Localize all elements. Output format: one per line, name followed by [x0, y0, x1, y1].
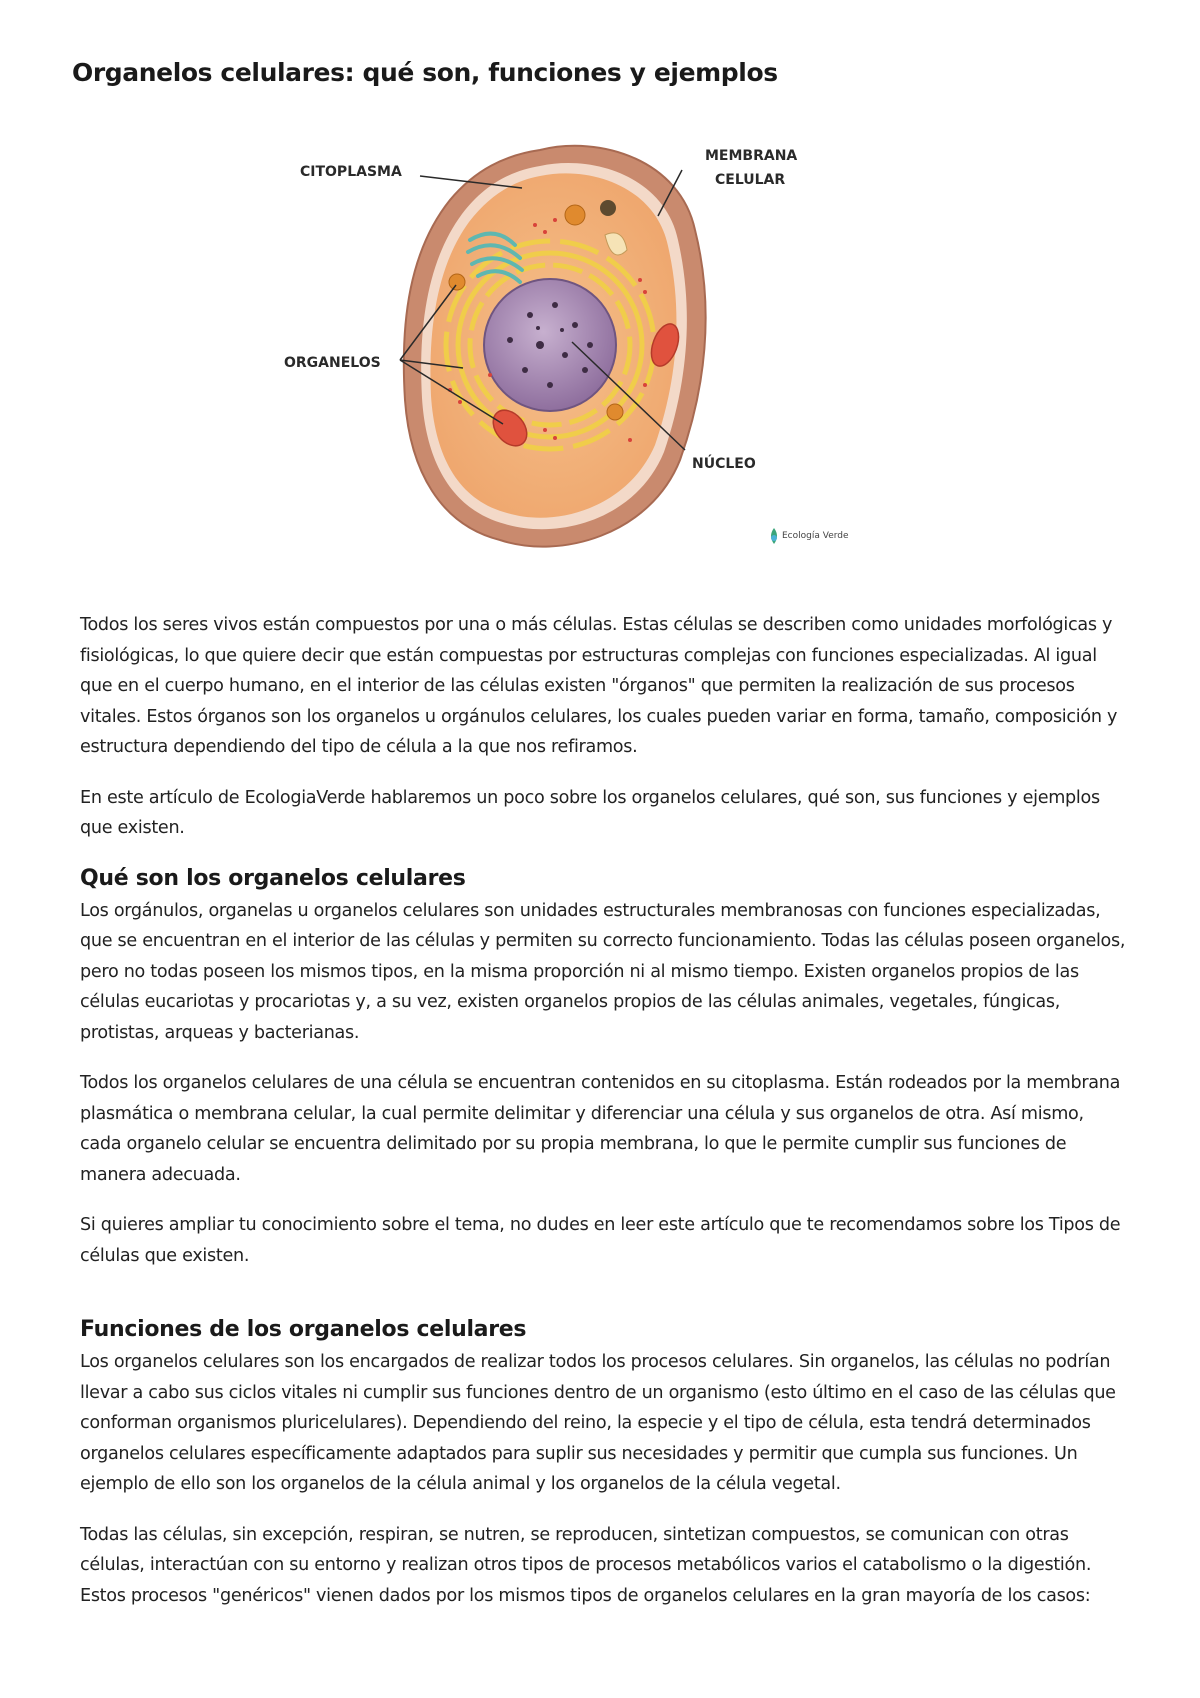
label-citoplasma: CITOPLASMA [300, 164, 402, 180]
section-heading-functions: Funciones de los organelos celulares [80, 1317, 527, 1342]
label-nucleo: NÚCLEO [692, 456, 756, 472]
paragraph-intro: Todos los seres vivos están compuestos por una o más células. Estas células se describen como unidades morfológicas y fisiológicas, lo que quiere decir que están compuestas por estructuras complejas con funciones especializadas. Al igual que en el cuerpo humano, en el interior de las células existen "órganos" que permiten la realización de sus procesos vitales. Estos órganos son los organelos u orgánulos celulares, los cuales pueden variar en forma, tamaño, composición y estructura dependiendo del tipo de célula a la que nos refiramos. [80, 615, 1118, 757]
paragraph-processes: Todas las células, sin excepción, respiran, se nutren, se reproducen, sintetizan compuestos, se comunican con otras células, interactúan con su entorno y realizan otros tipos de procesos metabólicos varios el catabolismo o la digestión. Estos procesos "genéricos" vienen dados por los mismos tipos de organelos celulares en la gran mayoría de los casos: [80, 1524, 1092, 1606]
paragraph-article-intro: En este artículo de EcologiaVerde hablaremos un poco sobre los organelos celulares, qué son, sus funciones y ejemplos que existen. [80, 787, 1100, 838]
label-membrana-1: MEMBRANA [705, 148, 798, 164]
paragraph-recommendation: Si quieres ampliar tu conocimiento sobre el tema, no dudes en leer este artículo que te recomendamos sobre los Tipos de células que existen. [80, 1215, 1121, 1266]
ecologia-verde-logo [771, 528, 849, 544]
nucleus [484, 279, 616, 411]
cell-diagram [284, 140, 940, 590]
watermark-text: Ecología Verde [782, 531, 849, 541]
paragraph-cytoplasm: Todos los organelos celulares de una célula se encuentran contenidos en su citoplasma. Están rodeados por la membrana plasmática o membrana celular, la cual permite delimitar y diferenciar una célula y sus organelos de otra. Así mismo, cada organelo celular se encuentra delimitado por su propia membrana, lo que le permite cumplir sus funciones de manera adecuada. [80, 1073, 1121, 1185]
paragraph-functions: Los organelos celulares son los encargados de realizar todos los procesos celulares. Sin organelos, las células no podrían llevar a cabo sus ciclos vitales ni cumplir sus funciones dentro de un organismo (esto último en el caso de las células que conforman organismos pluricelulares). Dependiendo del reino, la especie y el tipo de célula, esta tendrá determinados organelos celulares específicamente adaptados para suplir sus necesidades y permitir que cumpla sus funciones. Un ejemplo de ello son los organelos de la célula animal y los organelos de la célula vegetal. [80, 1352, 1116, 1494]
page-title: Organelos celulares: qué son, funciones y ejemplos [72, 58, 778, 87]
label-organelos: ORGANELOS [284, 355, 381, 371]
cell-diagram-figure [284, 140, 940, 590]
article-body [80, 610, 1130, 1631]
paragraph-definition: Los orgánulos, organelas u organelos celulares son unidades estructurales membranosas con funciones especializadas, que se encuentran en el interior de las células y permiten su correcto funcionamiento. Todas las células poseen organelos, pero no todas poseen los mismos tipos, en la misma proporción ni al mismo tiempo. Existen organelos propios de las células eucariotas y procariotas y, a su vez, existen organelos propios de las células animales, vegetales, fúngicas, protistas, arqueas y bacterianas. [80, 900, 1126, 1043]
section-heading-what: Qué son los organelos celulares [80, 865, 466, 891]
label-membrana-2: CELULAR [715, 172, 786, 188]
